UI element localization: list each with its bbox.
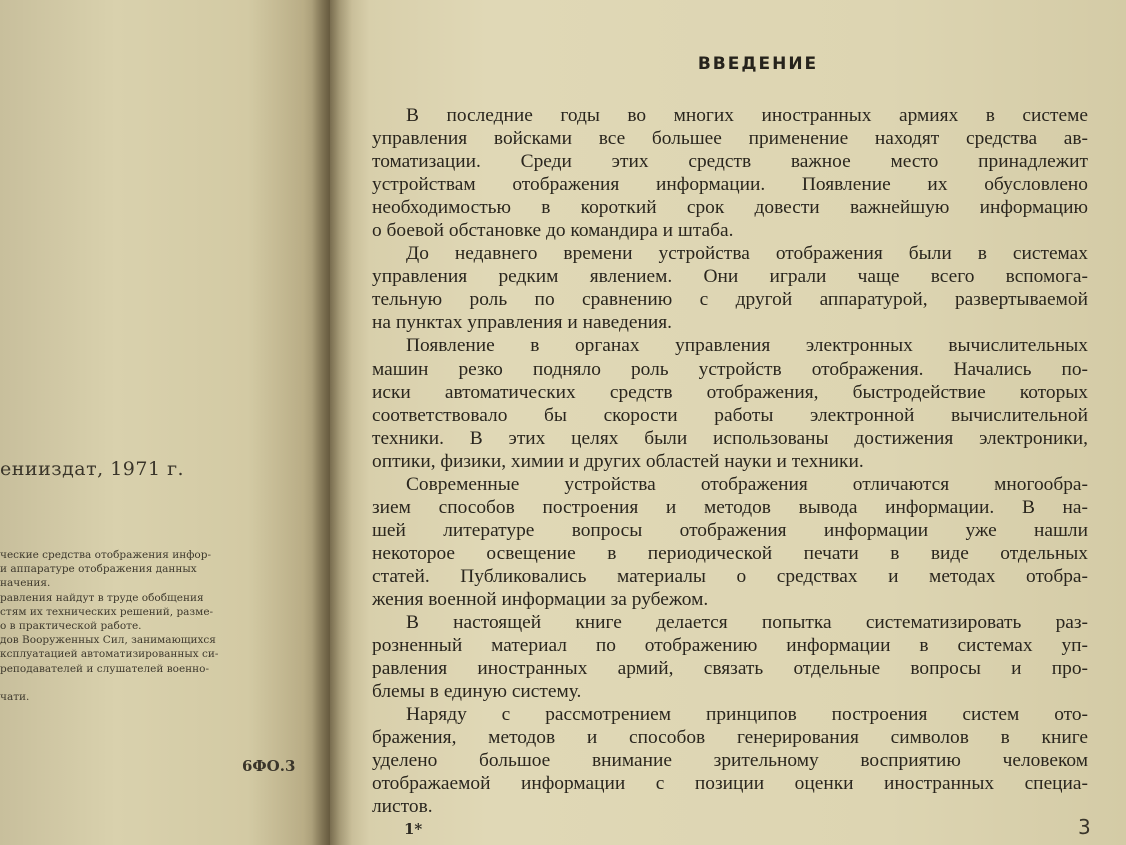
body-line: В настоящей книге делается попытка систематизировать раз- bbox=[406, 612, 1088, 634]
body-line: Современные устройства отображения отличаются многообра- bbox=[406, 473, 1088, 495]
body-line: До недавнего времени устройства отображения были в системах bbox=[406, 243, 1088, 265]
body-line: управления войсками все большее применение находят средства ав- bbox=[372, 128, 1088, 150]
abstract-line: ксплуатацией автоматизированных си- bbox=[0, 648, 219, 661]
body-line: некоторое освещение в периодической печати в виде отдельных bbox=[372, 542, 1088, 564]
body-line: машин резко подняло роль устройств отображения. Начались по- bbox=[372, 358, 1088, 380]
abstract-line: дов Вооруженных Сил, занимающихся bbox=[0, 634, 216, 647]
body-line: на пунктах управления и наведения. bbox=[372, 312, 672, 334]
body-line: соответствовало бы скорости работы электронной вычислительной bbox=[372, 404, 1088, 426]
abstract-line: чати. bbox=[0, 691, 30, 704]
body-line: статей. Публиковались материалы о средствах и методах отобра- bbox=[372, 565, 1088, 587]
body-line: необходимостью в короткий срок довести важнейшую информацию bbox=[372, 197, 1088, 219]
page-title: ВВЕДЕНИЕ bbox=[697, 54, 819, 74]
body-line: В последние годы во многих иностранных армиях в системе bbox=[406, 105, 1088, 126]
abstract-line: реподавателей и слушателей военно- bbox=[0, 662, 210, 675]
abstract-line: равления найдут в труде обобщения bbox=[0, 591, 204, 604]
body-line: отображаемой информации с позиции оценки иностранных специа- bbox=[372, 773, 1088, 795]
body-line: зием способов построения и методов вывода информации. В на- bbox=[372, 496, 1088, 518]
body-line: уделено большое внимание зрительному восприятию человеком bbox=[372, 750, 1088, 772]
left-page bbox=[0, 0, 330, 845]
body-line: устройствам отображения информации. Появление их обусловлено bbox=[372, 174, 1088, 196]
body-line: розненный материал по отображению информации в системах уп- bbox=[372, 635, 1088, 657]
body-line: жения военной информации за рубежом. bbox=[372, 588, 709, 610]
body-line: равления иностранных армий, связать отдельные вопросы и про- bbox=[372, 658, 1088, 680]
body-line: управления редким явлением. Они играли чаще всего вспомога- bbox=[372, 266, 1088, 288]
abstract-line: о в практической работе. bbox=[0, 620, 142, 633]
body-line: блемы в единую систему. bbox=[372, 681, 582, 703]
book-gutter bbox=[312, 0, 352, 845]
abstract-line: начения. bbox=[0, 577, 51, 590]
body-line: оптики, физики, химии и других областей науки и техники. bbox=[372, 450, 864, 472]
publisher-line: енииздат, 1971 г. bbox=[0, 458, 185, 480]
body-line: о боевой обстановке до командира и штаба. bbox=[372, 220, 734, 242]
abstract-text bbox=[0, 548, 300, 704]
body-line: техники. В этих целях были использованы достижения электроники, bbox=[372, 427, 1088, 449]
page-number: 3 bbox=[1078, 815, 1091, 839]
abstract-line bbox=[0, 676, 300, 690]
body-line: Появление в органах управления электронных вычислительных bbox=[406, 335, 1088, 357]
body-line: бражения, методов и способов генерирования символов в книге bbox=[372, 727, 1088, 749]
body-line: иски автоматических средств отображения, быстродействие которых bbox=[372, 381, 1088, 403]
abstract-line: ческие средства отображения инфор- bbox=[0, 549, 212, 561]
signature-mark: 1* bbox=[404, 820, 423, 838]
body-text bbox=[372, 104, 1088, 818]
body-line: Наряду с рассмотрением принципов построения систем ото- bbox=[406, 704, 1088, 726]
body-line: шей литературе вопросы отображения информации уже нашли bbox=[372, 519, 1088, 541]
abstract-line: стям их технических решений, разме- bbox=[0, 605, 214, 618]
body-line: листов. bbox=[372, 796, 433, 818]
body-line: тельную роль по сравнению с другой аппаратурой, развертываемой bbox=[372, 289, 1088, 311]
classification-code: 6ФО.3 bbox=[242, 757, 296, 775]
abstract-line: и аппаратуре отображения данных bbox=[0, 563, 197, 576]
body-line: томатизации. Среди этих средств важное место принадлежит bbox=[372, 151, 1088, 173]
